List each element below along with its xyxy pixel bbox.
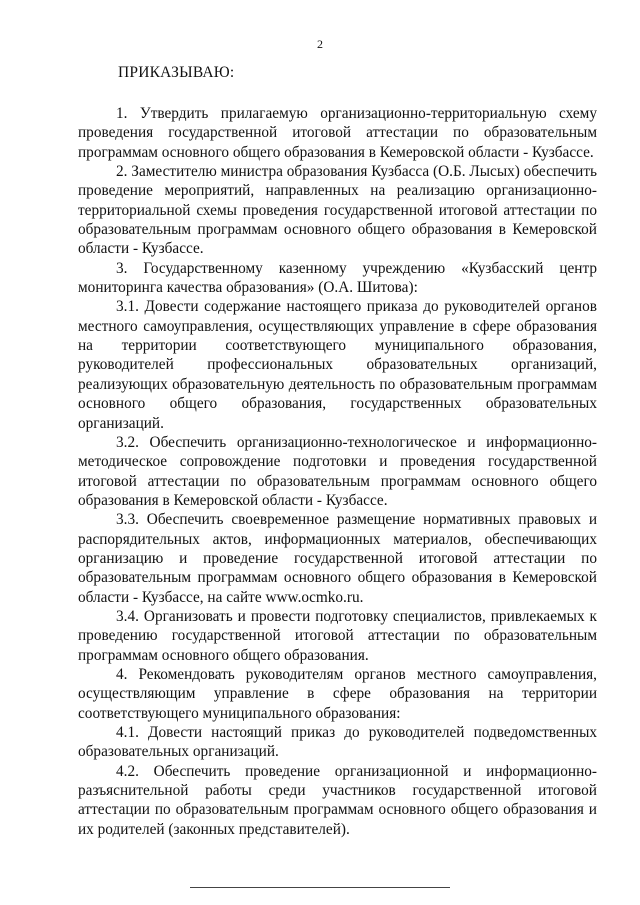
page-number: 2 [317, 37, 323, 51]
order-body [78, 104, 597, 839]
paragraph-item-4: 4. Рекомендовать руководителям органов местного самоуправления, осуществляющим управление в сфере образования на территории соответствующего муниципального образования: [78, 665, 597, 722]
order-heading: ПРИКАЗЫВАЮ: [118, 64, 235, 81]
paragraph-item-3-2: 3.2. Обеспечить организационно-технологическое и информационно-методическое сопровождение подготовки и проведения государственной итоговой аттестации по образовательным программам основного общего образования в Кемеровской области - Кузбассе. [78, 433, 597, 509]
paragraph-item-4-2: 4.2. Обеспечить проведение организационной и информационно-разъяснительной работы среди участников государственной итоговой аттестации по образовательным программам основного общего образования и их родителей (законных представителей). [78, 762, 597, 838]
footer-divider [190, 887, 450, 888]
paragraph-item-2: 2. Заместителю министра образования Кузбасса (О.Б. Лысых) обеспечить проведение мероприятий, направленных на реализацию организационно-территориальной схемы проведения государственной итоговой аттестации по образовательным программам основного общего образования в Кемеровской области - Кузбассе. [78, 163, 598, 258]
paragraph-item-3-1: 3.1. Довести содержание настоящего приказа до руководителей органов местного самоуправления, осуществляющих управление в сфере образования на территории соответствующего муниципального образования, руководителей профессиональных образовательных организаций, реализующих образовательную деятельность по образовательным программам основного общего образования, государственных образовательных организаций. [78, 298, 597, 432]
paragraph-item-3-3: 3.3. Обеспечить своевременное размещение нормативных правовых и распорядительных актов, информационных материалов, обеспечивающих организацию и проведение государственной итоговой аттестации по образовательным программам основного общего образования в Кемеровской области - Кузбассе, на сайте www.ocmko.ru. [78, 511, 597, 606]
paragraph-item-1: 1. Утвердить прилагаемую организационно-территориальную схему проведения государственной итоговой аттестации по образовательным программам основного общего образования в Кемеровской области - Кузбассе. [78, 105, 597, 161]
paragraph-item-3: 3. Государственному казенному учреждению «Кузбасский центр мониторинга качества образования» (О.А. Шитова): [78, 259, 597, 297]
paragraph-item-3-4: 3.4. Организовать и провести подготовку специалистов, привлекаемых к проведению государственной итоговой аттестации по образовательным программам основного общего образования. [78, 607, 597, 664]
paragraph-item-4-1: 4.1. Довести настоящий приказ до руководителей подведомственных образовательных организаций. [78, 724, 597, 761]
